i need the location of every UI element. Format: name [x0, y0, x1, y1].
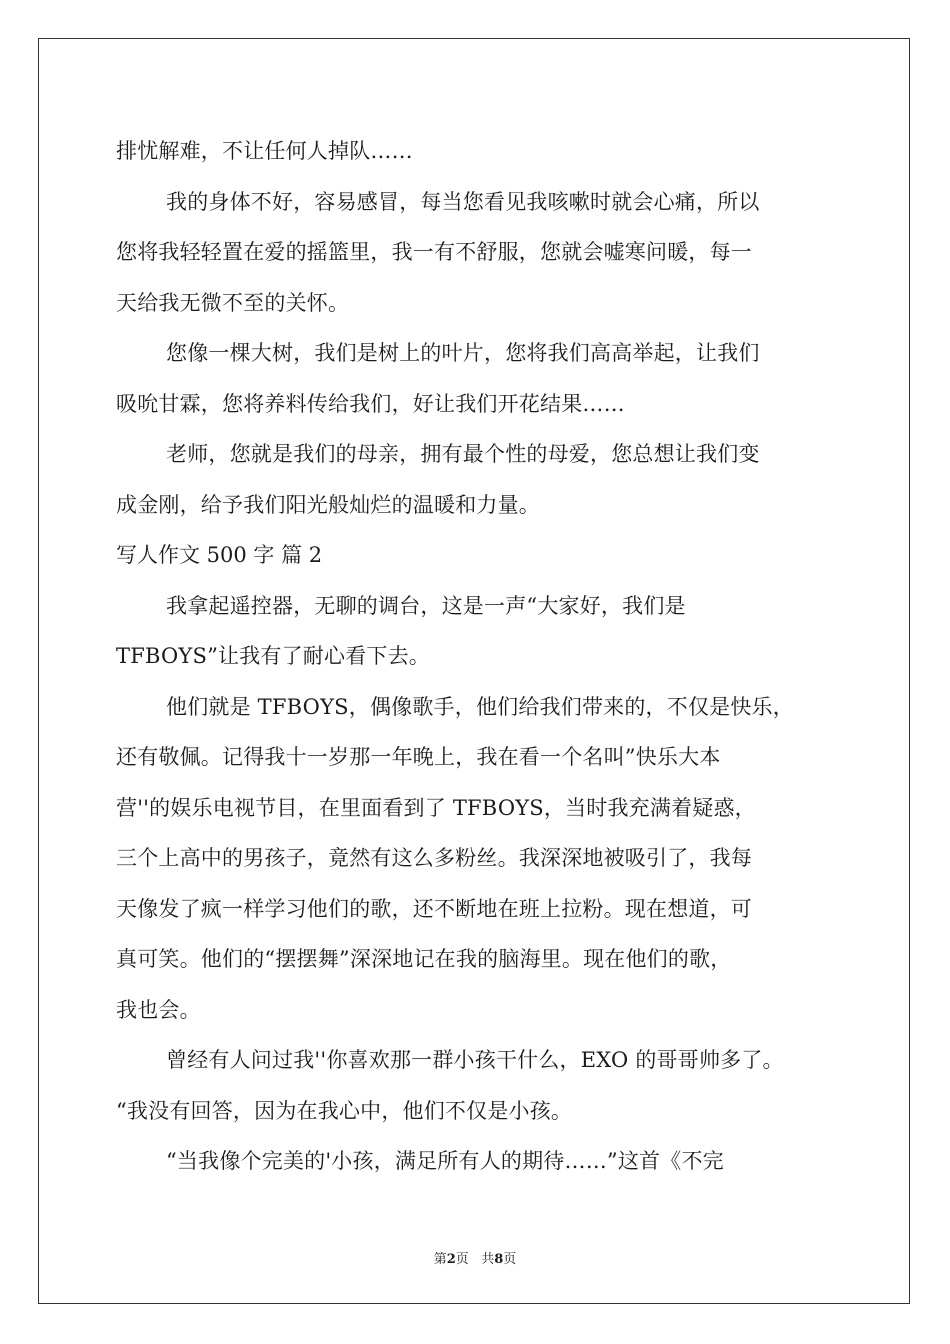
text-line-14: 营''的娱乐电视节目，在里面看到了 TFBOYS，当时我充满着疑惑， [116, 795, 756, 820]
text-line-8: 成金刚，给予我们阳光般灿烂的温暖和力量。 [116, 492, 540, 517]
text-line-3: 您将我轻轻置在爱的摇篮里，我一有不舒服，您就会嘘寒问暖，每一 [116, 240, 752, 264]
text-line-11: TFBOYS”让我有了耐心看下去。 [116, 644, 431, 668]
footer-mid: 页 共 [455, 1252, 495, 1267]
text-line-1: 排忧解难，不让任何人掉队…… [116, 139, 413, 163]
section-heading: 写人作文 500 字 篇 2 [116, 543, 323, 567]
text-line-20: “我没有回答，因为在我心中，他们不仅是小孩。 [116, 1098, 573, 1123]
page-footer [0, 1248, 950, 1267]
text-line-13: 还有敬佩。记得我十一岁那一年晚上，我在看一个名叫”快乐大本 [116, 745, 721, 769]
text-line-5: 您像一棵大树，我们是树上的叶片，您将我们高高举起，让我们 [166, 341, 760, 365]
text-line-4: 天给我无微不至的关怀。 [116, 290, 350, 315]
current-page-number: 2 [446, 1252, 456, 1267]
text-line-6: 吸吮甘霖，您将养料传给我们，好让我们开花结果…… [116, 391, 625, 416]
footer-prefix: 第 [433, 1252, 447, 1267]
document-body [116, 126, 836, 1187]
text-line-19: 曾经有人问过我''你喜欢那一群小孩干什么，EXO 的哥哥帅多了。 [166, 1048, 784, 1072]
footer-suffix: 页 [503, 1252, 517, 1267]
text-line-21: “当我像个完美的'小孩，满足所有人的期待……”这首《不完 [166, 1149, 724, 1173]
total-page-number: 8 [494, 1252, 504, 1267]
text-line-18: 我也会。 [116, 997, 201, 1022]
text-line-7: 老师，您就是我们的母亲，拥有最个性的母爱，您总想让我们变 [166, 442, 760, 466]
text-line-12: 他们就是 TFBOYS，偶像歌手，他们给我们带来的，不仅是快乐， [166, 694, 794, 719]
text-line-10: 我拿起遥控器，无聊的调台，这是一声“大家好，我们是 [166, 593, 686, 618]
text-line-15: 三个上高中的男孩子，竟然有这么多粉丝。我深深地被吸引了，我每 [116, 846, 752, 870]
text-line-17: 真可笑。他们的“摆摆舞”深深地记在我的脑海里。现在他们的歌， [116, 947, 732, 971]
text-line-16: 天像发了疯一样学习他们的歌，还不断地在班上拉粉。现在想道，可 [116, 896, 752, 921]
text-line-2: 我的身体不好，容易感冒，每当您看见我咳嗽时就会心痛，所以 [166, 189, 760, 214]
